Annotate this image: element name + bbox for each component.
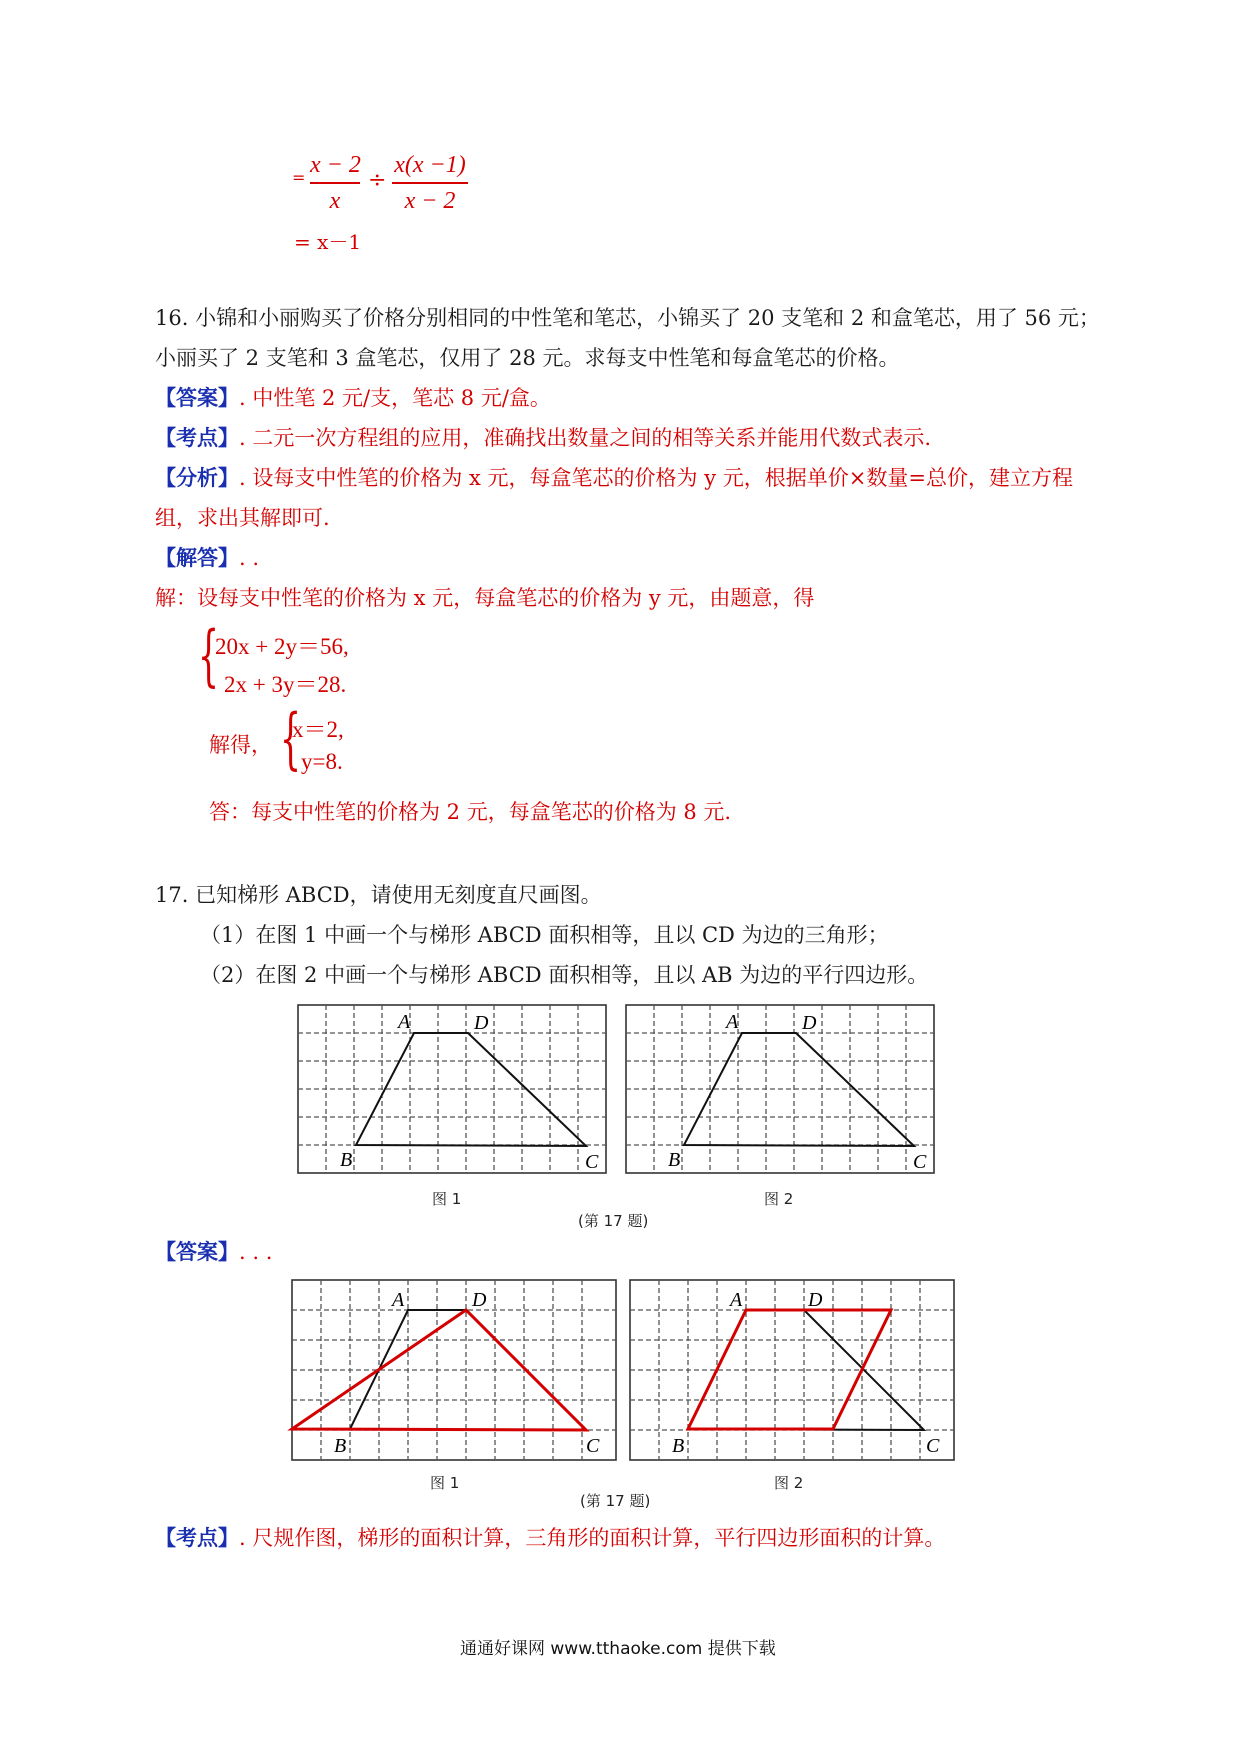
figure-2-label: 图 2: [764, 1190, 794, 1208]
q16-answer-row: [155, 378, 551, 418]
jieda-tag: 【解答】: [155, 546, 239, 570]
left-brace-icon: {: [198, 617, 219, 694]
q16-fenxi-row: [155, 458, 1073, 498]
label-b: B: [334, 1435, 347, 1457]
answer-parallelogram: [688, 1310, 891, 1429]
q16-conclusion: 答：每支中性笔的价格为 2 元，每盒笔芯的价格为 8 元.: [209, 800, 732, 824]
label-d: D: [474, 1012, 489, 1034]
equals-sign: =: [292, 168, 306, 187]
label-d: D: [472, 1289, 487, 1311]
q16-fenxi-line2: 组，求出其解即可.: [155, 506, 330, 530]
label-c: C: [586, 1435, 600, 1457]
label-a: A: [398, 1011, 411, 1033]
fraction-1-denominator: x: [329, 188, 341, 214]
q17-answer-row: [155, 1232, 272, 1272]
fraction-2: [392, 150, 468, 216]
label-b: B: [668, 1149, 681, 1171]
q16-jieda-row: [155, 538, 259, 578]
label-b: B: [672, 1435, 685, 1457]
grid-2: [626, 1005, 934, 1173]
answer-figure-caption: (第 17 题): [580, 1492, 651, 1510]
prev-solution: [292, 150, 492, 270]
q16-solution-intro: 解：设每支中性笔的价格为 x 元，每盒笔芯的价格为 y 元，由题意，得: [155, 586, 815, 610]
grid-1: [298, 1005, 606, 1173]
answer-grid-2: [630, 1280, 954, 1460]
figure-1-label: 图 1: [432, 1190, 462, 1208]
q16-statement-line2: 小丽买了 2 支笔和 3 盒笔芯，仅用了 28 元。求每支中性笔和每盒笔芯的价格。: [155, 346, 900, 370]
page-footer: 通通好课网 www.tthaoke.com 提供下载: [460, 1639, 776, 1659]
equation-2: 2x + 3y＝28.: [224, 672, 347, 697]
jiede-label: 解得，: [209, 733, 272, 757]
left-brace-icon: {: [280, 700, 301, 777]
answer-grid-1: [292, 1280, 616, 1460]
label-a: A: [730, 1289, 743, 1311]
fenxi-tag: 【分析】: [155, 466, 239, 490]
fenxi-text: . 设每支中性笔的价格为 x 元，每盒笔芯的价格为 y 元，根据单价×数量=总价，建立方程: [239, 466, 1073, 490]
equation-system: [198, 617, 398, 700]
answer-dots: . . .: [239, 1240, 273, 1264]
label-a: A: [392, 1289, 405, 1311]
fraction-2-numerator: x(x −1): [394, 152, 466, 178]
label-c: C: [926, 1435, 940, 1457]
divide-sign: ÷: [368, 168, 387, 193]
answer-tag: 【答案】: [155, 386, 239, 410]
answer-text: . 中性笔 2 元/支，笔芯 8 元/盒。: [239, 386, 551, 410]
q17-problem-figure: [290, 1000, 950, 1225]
label-c: C: [585, 1151, 599, 1173]
kaodian-tag: 【考点】: [155, 426, 239, 450]
fraction-1: [310, 150, 360, 216]
label-b: B: [340, 1149, 353, 1171]
kaodian-tag: 【考点】: [155, 1526, 239, 1550]
q17-statement-line1: 17. 已知梯形 ABCD，请使用无刻度直尺画图。: [155, 883, 602, 907]
fraction-1-numerator: x − 2: [310, 152, 361, 178]
answer-tag: 【答案】: [155, 1240, 239, 1264]
kaodian-text: . 二元一次方程组的应用，准确找出数量之间的相等关系并能用代数式表示.: [239, 426, 932, 450]
label-d: D: [808, 1289, 823, 1311]
result-y: y=8.: [301, 749, 343, 774]
result-line: = x－1: [294, 230, 362, 254]
q17-statement-line3: （2）在图 2 中画一个与梯形 ABCD 面积相等，且以 AB 为边的平行四边形。: [200, 963, 929, 987]
jieda-dots: . .: [239, 546, 260, 570]
equation-1: 20x + 2y＝56,: [215, 634, 349, 659]
answer-figure-2-label: 图 2: [774, 1474, 804, 1492]
fraction-2-denominator: x − 2: [404, 188, 456, 214]
label-c: C: [913, 1151, 927, 1173]
label-d: D: [802, 1012, 817, 1034]
q17-kaodian-row: [155, 1518, 945, 1558]
q16-statement-line1: 16. 小锦和小丽购买了价格分别相同的中性笔和笔芯，小锦买了 20 支笔和 2 和盒笔芯，用了 56 元；: [155, 306, 1100, 330]
q17-statement-line2: （1）在图 1 中画一个与梯形 ABCD 面积相等，且以 CD 为边的三角形；: [200, 923, 889, 947]
kaodian-text: . 尺规作图，梯形的面积计算，三角形的面积计算，平行四边形面积的计算。: [239, 1526, 946, 1550]
q17-answer-figure: [286, 1278, 966, 1493]
label-a: A: [726, 1011, 739, 1033]
result-system: [280, 700, 400, 785]
result-x: x＝2,: [292, 717, 344, 742]
q16-kaodian-row: [155, 418, 931, 458]
figure-caption: (第 17 题): [578, 1212, 649, 1230]
answer-figure-1-label: 图 1: [430, 1474, 460, 1492]
